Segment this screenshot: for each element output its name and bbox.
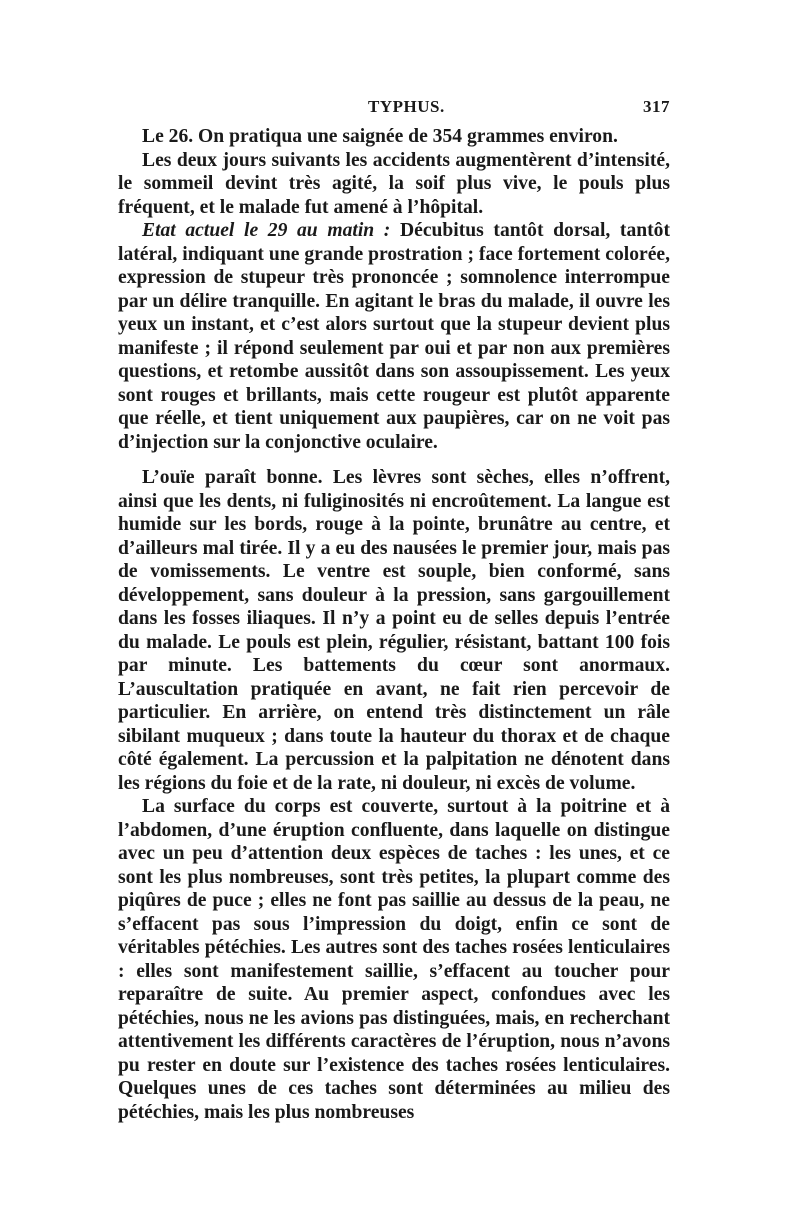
paragraph: L’ouïe paraît bonne. Les lèvres sont sèches, elles n’offrent, ainsi que les dents, ni fuliginosités ni encroûtement. La langue est humide sur les bords, rouge à la pointe, brunâtre au centre, et d’ailleurs mal tirée. Il y a eu des nausées le premier jour, mais pas de vomissements. Le ventre est souple, bien conformé, sans développement, sans douleur à la pression, sans gargouillement dans les fosses iliaques. Il n’y a point eu de selles depuis l’entrée du malade. Le pouls est plein, régulier, résistant, battant 100 fois par minute. Les battements du cœur sont anormaux. L’auscultation pratiquée en avant, ne fait rien percevoir de particulier. En arrière, on entend très distinctement un râle sibilant muqueux ; dans toute la hauteur du thorax et de chaque côté également. La percussion et la palpitation ne dénotent dans les régions du foie et de la rate, ni douleur, ni excès de volume. [118,467,670,794]
body-text [118,125,670,1124]
paragraph: La surface du corps est couverte, surtout à la poitrine et à l’abdomen, d’une éruption confluente, dans laquelle on distingue avec un peu d’attention deux espèces de taches : les unes, et ce sont les plus nombreuses, sont très petites, la plupart comme des piqûres de puce ; elles ne font pas saillie au dessus de la peau, ne s’effacent pas sous l’impression du doigt, enfin ce sont de véritables pétéchies. Les autres sont des taches rosées lenticulaires : elles sont manifestement saillie, s’effacent au toucher pour reparaître de suite. Au premier aspect, confondues avec les pétéchies, nous ne les avions pas distinguées, mais, en recherchant attentivement les différents caractères de l’éruption, nous n’avons pu rester en doute sur l’existence des taches rosées lenticulaires. Quelques unes de ces taches sont déterminées au milieu des pétéchies, mais les plus nombreuses [118,796,670,1123]
running-title: TYPHUS. [368,97,445,116]
paragraph: Le 26. On pratiqua une saignée de 354 grammes environ. [142,126,618,147]
section-lead: Etat actuel le 29 au matin : [142,220,391,241]
page-header [118,97,670,121]
page-number: 317 [643,97,670,116]
paragraph [118,219,670,454]
paragraph-text: Décubitus tantôt dorsal, tantôt latéral, indiquant une grande prostration ; face fortement colorée, expression de stupeur très prononcée ; somnolence interrompue par un délire tranquille. En agitant le bras du malade, il ouvre les yeux un instant, et c’est alors surtout que la stupeur devient plus manifeste ; il répond seulement par oui et par non aux premières questions, et retombe aussitôt dans son assoupissement. Les yeux sont rouges et brillants, mais cette rougeur est plutôt apparente que réelle, et tient uniquement aux paupières, car on ne voit pas d’injection sur la conjonctive oculaire. [118,220,670,453]
paragraph: Les deux jours suivants les accidents augmentèrent d’intensité, le sommeil devint très agité, la soif plus vive, le pouls plus fréquent, et le malade fut amené à l’hôpital. [118,149,670,218]
